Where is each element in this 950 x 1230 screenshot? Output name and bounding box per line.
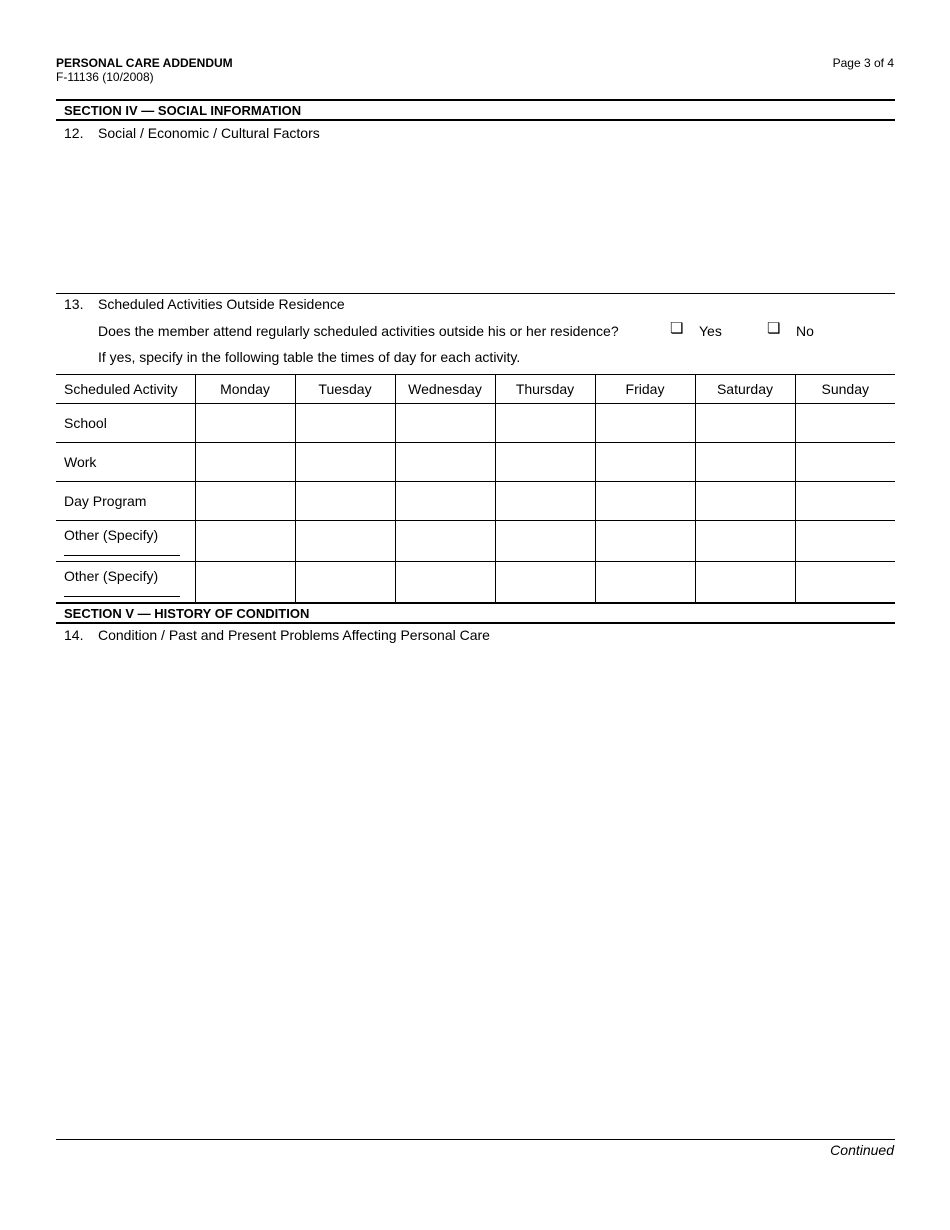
item-12-number: 12.: [64, 125, 84, 141]
divider: [56, 293, 895, 294]
time-cell[interactable]: [595, 404, 695, 443]
continued-note: Continued: [830, 1142, 894, 1158]
form-number: F-11136 (10/2008): [56, 70, 154, 84]
column-header: Tuesday: [295, 375, 395, 404]
table-row: [56, 443, 895, 482]
column-header: Saturday: [695, 375, 795, 404]
time-cell[interactable]: [295, 443, 395, 482]
item-14-number: 14.: [64, 627, 84, 643]
item-13-number: 13.: [64, 296, 84, 312]
row-label: School: [56, 404, 195, 443]
specify-blank[interactable]: [64, 584, 180, 597]
time-cell[interactable]: [195, 562, 295, 603]
section-v-header: [56, 602, 895, 624]
time-cell[interactable]: [395, 404, 495, 443]
column-header: Sunday: [795, 375, 895, 404]
row-label: Other (Specify): [64, 526, 159, 543]
time-cell[interactable]: [695, 482, 795, 521]
time-cell[interactable]: [295, 404, 395, 443]
table-row: [56, 521, 895, 562]
row-label: Other (Specify): [64, 567, 159, 584]
time-cell[interactable]: [695, 521, 795, 562]
time-cell[interactable]: [495, 404, 595, 443]
time-cell[interactable]: [195, 482, 295, 521]
no-label: No: [796, 323, 814, 339]
time-cell[interactable]: [595, 482, 695, 521]
time-cell[interactable]: [695, 562, 795, 603]
time-cell[interactable]: [795, 521, 895, 562]
table-row: [56, 482, 895, 521]
row-label: Day Program: [56, 482, 195, 521]
time-cell[interactable]: [795, 404, 895, 443]
column-header: Scheduled Activity: [56, 375, 195, 404]
time-cell[interactable]: [295, 482, 395, 521]
time-cell[interactable]: [395, 443, 495, 482]
section-iv-header: [56, 99, 895, 121]
section-v-title: SECTION V — HISTORY OF CONDITION: [64, 606, 310, 621]
time-cell[interactable]: [795, 443, 895, 482]
table-row: [56, 562, 895, 603]
time-cell[interactable]: [595, 521, 695, 562]
time-cell[interactable]: [395, 482, 495, 521]
column-header: Friday: [595, 375, 695, 404]
time-cell[interactable]: [195, 404, 295, 443]
time-cell[interactable]: [795, 562, 895, 603]
section-iv-title: SECTION IV — SOCIAL INFORMATION: [64, 103, 302, 118]
yes-checkbox[interactable]: ❏: [670, 320, 684, 337]
column-header: Monday: [195, 375, 295, 404]
time-cell[interactable]: [595, 562, 695, 603]
time-cell[interactable]: [395, 562, 495, 603]
footer-divider: [56, 1139, 895, 1140]
form-title: PERSONAL CARE ADDENDUM: [56, 56, 233, 70]
time-cell[interactable]: [495, 482, 595, 521]
row-label-cell: [56, 562, 195, 603]
yes-label: Yes: [699, 323, 722, 339]
item-14-label: Condition / Past and Present Problems Affecting Personal Care: [98, 627, 490, 643]
time-cell[interactable]: [595, 443, 695, 482]
item-13-instruction: If yes, specify in the following table the times of day for each activity.: [98, 349, 521, 365]
time-cell[interactable]: [495, 562, 595, 603]
item-13-question: Does the member attend regularly scheduled activities outside his or her residence?: [98, 323, 619, 339]
time-cell[interactable]: [695, 443, 795, 482]
social-factors-field[interactable]: [56, 145, 895, 290]
item-12-label: Social / Economic / Cultural Factors: [98, 125, 320, 141]
item-13-label: Scheduled Activities Outside Residence: [98, 296, 345, 312]
table-header-row: [56, 375, 895, 404]
table-row: [56, 404, 895, 443]
time-cell[interactable]: [195, 443, 295, 482]
specify-blank[interactable]: [64, 543, 180, 556]
time-cell[interactable]: [195, 521, 295, 562]
time-cell[interactable]: [395, 521, 495, 562]
column-header: Wednesday: [395, 375, 495, 404]
time-cell[interactable]: [295, 562, 395, 603]
page-number: Page 3 of 4: [832, 56, 894, 70]
time-cell[interactable]: [495, 443, 595, 482]
condition-field[interactable]: [56, 648, 895, 1133]
no-checkbox[interactable]: ❏: [767, 320, 781, 337]
activity-table: [56, 374, 895, 603]
time-cell[interactable]: [795, 482, 895, 521]
row-label: Work: [56, 443, 195, 482]
row-label-cell: [56, 521, 195, 562]
time-cell[interactable]: [695, 404, 795, 443]
time-cell[interactable]: [295, 521, 395, 562]
time-cell[interactable]: [495, 521, 595, 562]
column-header: Thursday: [495, 375, 595, 404]
